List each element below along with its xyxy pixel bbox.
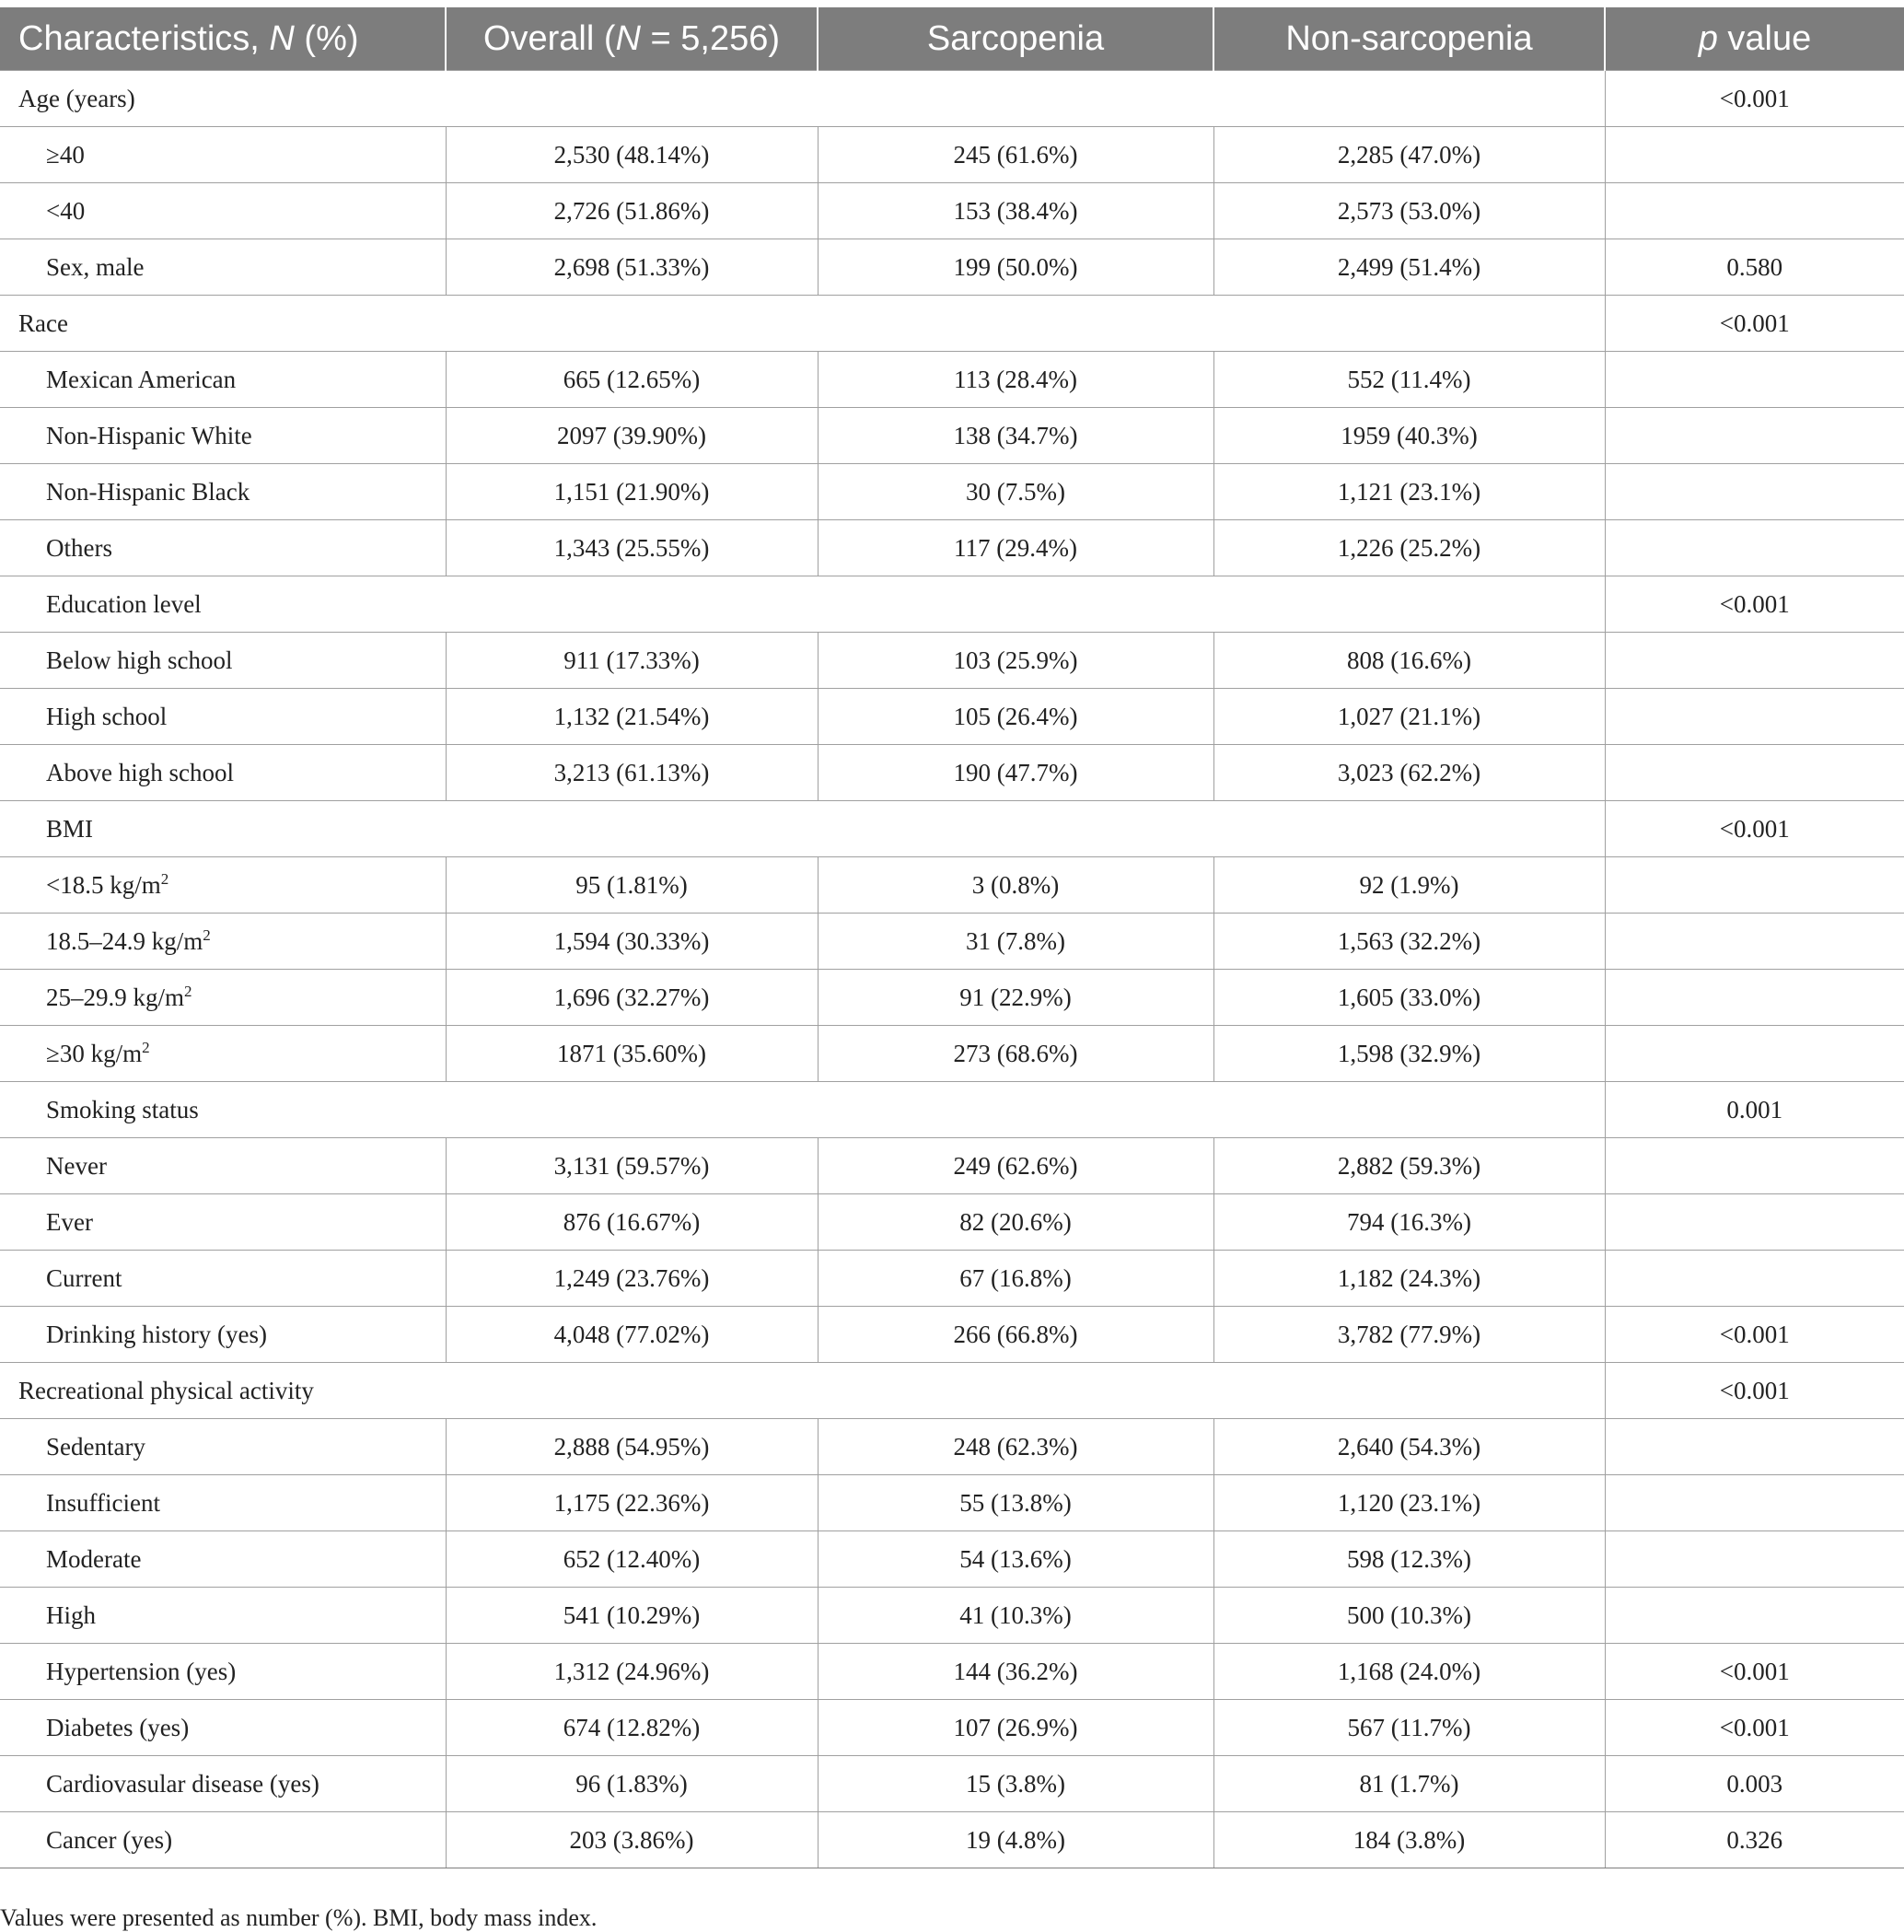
cell-sarcopenia: 19 (4.8%) — [818, 1812, 1213, 1868]
table-row — [0, 914, 1904, 970]
cell-overall: 665 (12.65%) — [446, 352, 818, 408]
cell-overall: 674 (12.82%) — [446, 1700, 818, 1756]
row-label-text: Below high school — [46, 646, 233, 674]
cell-non-sarcopenia: 1,226 (25.2%) — [1213, 520, 1605, 576]
row-label-text: 25–29.9 kg/m — [46, 983, 185, 1011]
row-label-text: Diabetes (yes) — [46, 1713, 190, 1741]
cell-p-value — [1605, 1588, 1904, 1644]
table-body — [0, 71, 1904, 1868]
row-label — [0, 970, 446, 1026]
row-label — [0, 464, 446, 520]
table-container — [0, 7, 1904, 1868]
cell-overall: 1,594 (30.33%) — [446, 914, 818, 970]
cell-p-value — [1605, 1138, 1904, 1194]
row-label-text: Cardiovasular disease (yes) — [46, 1769, 319, 1798]
cell-p-value: <0.001 — [1605, 1307, 1904, 1363]
header-sarcopenia: Sarcopenia — [818, 7, 1213, 71]
cell-p-value — [1605, 1251, 1904, 1307]
cell-p-value — [1605, 1531, 1904, 1588]
cell-p-value — [1605, 633, 1904, 689]
row-label-text: High school — [46, 702, 168, 730]
row-label — [0, 1082, 446, 1138]
cell-p-value — [1605, 1194, 1904, 1251]
cell-non-sarcopenia: 92 (1.9%) — [1213, 857, 1605, 914]
row-label — [0, 1812, 446, 1868]
table-row — [0, 633, 1904, 689]
row-label — [0, 1588, 446, 1644]
cell-sarcopenia: 190 (47.7%) — [818, 745, 1213, 801]
table-row — [0, 1026, 1904, 1082]
row-label — [0, 71, 446, 127]
cell-overall: 96 (1.83%) — [446, 1756, 818, 1812]
cell-overall: 652 (12.40%) — [446, 1531, 818, 1588]
cell-overall: 1,343 (25.55%) — [446, 520, 818, 576]
cell-p-value: <0.001 — [1605, 1644, 1904, 1700]
cell-p-value: 0.326 — [1605, 1812, 1904, 1868]
cell-p-value — [1605, 408, 1904, 464]
cell-non-sarcopenia: 1,168 (24.0%) — [1213, 1644, 1605, 1700]
cell-p-value — [1605, 183, 1904, 239]
cell-non-sarcopenia: 2,882 (59.3%) — [1213, 1138, 1605, 1194]
row-label — [0, 801, 446, 857]
table-row — [0, 352, 1904, 408]
cell-p-value — [1605, 745, 1904, 801]
row-label-text: Sedentary — [46, 1432, 145, 1461]
superscript: 2 — [184, 982, 192, 1000]
row-label-text: Current — [46, 1263, 122, 1292]
row-label — [0, 520, 446, 576]
cell-p-value: <0.001 — [1605, 801, 1904, 857]
cell-p-value: <0.001 — [1605, 576, 1904, 633]
row-label-text: ≥40 — [46, 140, 85, 169]
row-label — [0, 1419, 446, 1475]
row-label — [0, 1363, 446, 1419]
cell-sarcopenia: 117 (29.4%) — [818, 520, 1213, 576]
cell-non-sarcopenia: 1959 (40.3%) — [1213, 408, 1605, 464]
row-label-text: Insufficient — [46, 1488, 160, 1517]
row-label-text: High — [46, 1600, 96, 1629]
cell-p-value: 0.580 — [1605, 239, 1904, 296]
table-row — [0, 1531, 1904, 1588]
table-footnote: Values were presented as number (%). BMI, body mass index. — [0, 1904, 598, 1931]
row-label-text: ≥30 kg/m — [46, 1039, 143, 1067]
cell-non-sarcopenia: 1,182 (24.3%) — [1213, 1251, 1605, 1307]
row-label-text: Mexican American — [46, 365, 237, 393]
row-label — [0, 1307, 446, 1363]
table-row — [0, 520, 1904, 576]
row-label-text: <18.5 kg/m — [46, 870, 161, 899]
cell-non-sarcopenia: 567 (11.7%) — [1213, 1700, 1605, 1756]
group-spacer — [446, 1082, 1605, 1138]
table-row — [0, 1475, 1904, 1531]
table-row — [0, 239, 1904, 296]
table-row — [0, 408, 1904, 464]
cell-overall: 4,048 (77.02%) — [446, 1307, 818, 1363]
row-label-text: 18.5–24.9 kg/m — [46, 926, 203, 955]
row-label-text: Education level — [46, 589, 202, 618]
row-label-text: Recreational physical activity — [18, 1376, 314, 1404]
cell-overall: 2,698 (51.33%) — [446, 239, 818, 296]
cell-non-sarcopenia: 2,573 (53.0%) — [1213, 183, 1605, 239]
group-header-row — [0, 1363, 1904, 1419]
cell-sarcopenia: 55 (13.8%) — [818, 1475, 1213, 1531]
cell-non-sarcopenia: 2,285 (47.0%) — [1213, 127, 1605, 183]
cell-overall: 2,888 (54.95%) — [446, 1419, 818, 1475]
header-overall: Overall (N = 5,256) — [446, 7, 818, 71]
header-p-value: p value — [1605, 7, 1904, 71]
table-row — [0, 1419, 1904, 1475]
cell-sarcopenia: 138 (34.7%) — [818, 408, 1213, 464]
cell-p-value — [1605, 520, 1904, 576]
group-spacer — [446, 576, 1605, 633]
row-label-text: Drinking history (yes) — [46, 1320, 267, 1348]
row-label-text: Moderate — [46, 1544, 142, 1573]
row-label-text: Smoking status — [46, 1095, 199, 1123]
row-label-text: Above high school — [46, 758, 234, 786]
row-label-text: Non-Hispanic White — [46, 421, 252, 449]
header-characteristics: Characteristics, N (%) — [0, 7, 446, 71]
table-row — [0, 970, 1904, 1026]
cell-overall: 2,530 (48.14%) — [446, 127, 818, 183]
cell-non-sarcopenia: 500 (10.3%) — [1213, 1588, 1605, 1644]
cell-sarcopenia: 266 (66.8%) — [818, 1307, 1213, 1363]
row-label — [0, 127, 446, 183]
row-label — [0, 1531, 446, 1588]
cell-overall: 1,151 (21.90%) — [446, 464, 818, 520]
cell-overall: 911 (17.33%) — [446, 633, 818, 689]
cell-p-value — [1605, 689, 1904, 745]
row-label — [0, 408, 446, 464]
table-row — [0, 1307, 1904, 1363]
cell-overall: 1,312 (24.96%) — [446, 1644, 818, 1700]
cell-p-value: <0.001 — [1605, 71, 1904, 127]
characteristics-table — [0, 7, 1904, 1868]
cell-non-sarcopenia: 1,121 (23.1%) — [1213, 464, 1605, 520]
superscript: 2 — [160, 869, 169, 888]
cell-overall: 1871 (35.60%) — [446, 1026, 818, 1082]
superscript: 2 — [203, 925, 211, 944]
cell-non-sarcopenia: 3,782 (77.9%) — [1213, 1307, 1605, 1363]
table-row — [0, 127, 1904, 183]
cell-sarcopenia: 144 (36.2%) — [818, 1644, 1213, 1700]
cell-sarcopenia: 31 (7.8%) — [818, 914, 1213, 970]
table-row — [0, 1194, 1904, 1251]
cell-overall: 876 (16.67%) — [446, 1194, 818, 1251]
cell-p-value: <0.001 — [1605, 1700, 1904, 1756]
group-spacer — [446, 801, 1605, 857]
cell-sarcopenia: 248 (62.3%) — [818, 1419, 1213, 1475]
cell-sarcopenia: 3 (0.8%) — [818, 857, 1213, 914]
row-label — [0, 1251, 446, 1307]
cell-p-value — [1605, 1475, 1904, 1531]
cell-overall: 2097 (39.90%) — [446, 408, 818, 464]
cell-non-sarcopenia: 1,605 (33.0%) — [1213, 970, 1605, 1026]
table-row — [0, 745, 1904, 801]
row-label-text: <40 — [46, 196, 86, 225]
cell-sarcopenia: 91 (22.9%) — [818, 970, 1213, 1026]
cell-non-sarcopenia: 1,120 (23.1%) — [1213, 1475, 1605, 1531]
cell-sarcopenia: 245 (61.6%) — [818, 127, 1213, 183]
row-label — [0, 1644, 446, 1700]
cell-sarcopenia: 113 (28.4%) — [818, 352, 1213, 408]
cell-sarcopenia: 153 (38.4%) — [818, 183, 1213, 239]
row-label — [0, 1026, 446, 1082]
cell-sarcopenia: 54 (13.6%) — [818, 1531, 1213, 1588]
table-row — [0, 689, 1904, 745]
cell-sarcopenia: 82 (20.6%) — [818, 1194, 1213, 1251]
row-label — [0, 239, 446, 296]
cell-p-value — [1605, 857, 1904, 914]
table-row — [0, 1812, 1904, 1868]
row-label — [0, 1700, 446, 1756]
row-label — [0, 1194, 446, 1251]
row-label — [0, 576, 446, 633]
header-non-sarcopenia: Non-sarcopenia — [1213, 7, 1605, 71]
group-spacer — [446, 1363, 1605, 1419]
table-row — [0, 1644, 1904, 1700]
cell-p-value — [1605, 1419, 1904, 1475]
row-label-text: Age (years) — [18, 84, 135, 112]
row-label — [0, 689, 446, 745]
cell-sarcopenia: 199 (50.0%) — [818, 239, 1213, 296]
row-label-text: Sex, male — [46, 252, 145, 281]
group-header-row — [0, 576, 1904, 633]
cell-overall: 1,132 (21.54%) — [446, 689, 818, 745]
cell-overall: 2,726 (51.86%) — [446, 183, 818, 239]
group-spacer — [446, 71, 1605, 127]
table-row — [0, 1138, 1904, 1194]
cell-non-sarcopenia: 1,563 (32.2%) — [1213, 914, 1605, 970]
row-label — [0, 633, 446, 689]
table-row — [0, 1251, 1904, 1307]
table-row — [0, 857, 1904, 914]
row-label — [0, 1475, 446, 1531]
row-label-text: Hypertension (yes) — [46, 1657, 237, 1685]
cell-sarcopenia: 30 (7.5%) — [818, 464, 1213, 520]
row-label-text: Never — [46, 1151, 107, 1180]
row-label-text: Race — [18, 308, 68, 337]
row-label — [0, 745, 446, 801]
row-label — [0, 296, 446, 352]
cell-non-sarcopenia: 3,023 (62.2%) — [1213, 745, 1605, 801]
row-label-text: Ever — [46, 1207, 93, 1236]
cell-sarcopenia: 107 (26.9%) — [818, 1700, 1213, 1756]
cell-overall: 1,696 (32.27%) — [446, 970, 818, 1026]
cell-p-value: 0.003 — [1605, 1756, 1904, 1812]
cell-sarcopenia: 249 (62.6%) — [818, 1138, 1213, 1194]
row-label — [0, 857, 446, 914]
cell-p-value — [1605, 914, 1904, 970]
cell-non-sarcopenia: 81 (1.7%) — [1213, 1756, 1605, 1812]
cell-overall: 1,249 (23.76%) — [446, 1251, 818, 1307]
row-label — [0, 352, 446, 408]
cell-non-sarcopenia: 1,027 (21.1%) — [1213, 689, 1605, 745]
group-header-row — [0, 1082, 1904, 1138]
cell-p-value — [1605, 1026, 1904, 1082]
cell-non-sarcopenia: 808 (16.6%) — [1213, 633, 1605, 689]
cell-sarcopenia: 41 (10.3%) — [818, 1588, 1213, 1644]
table-row — [0, 1588, 1904, 1644]
superscript: 2 — [142, 1038, 150, 1056]
cell-overall: 95 (1.81%) — [446, 857, 818, 914]
cell-p-value — [1605, 970, 1904, 1026]
cell-non-sarcopenia: 1,598 (32.9%) — [1213, 1026, 1605, 1082]
cell-non-sarcopenia: 598 (12.3%) — [1213, 1531, 1605, 1588]
group-spacer — [446, 296, 1605, 352]
table-row — [0, 183, 1904, 239]
cell-non-sarcopenia: 184 (3.8%) — [1213, 1812, 1605, 1868]
cell-overall: 1,175 (22.36%) — [446, 1475, 818, 1531]
cell-sarcopenia: 103 (25.9%) — [818, 633, 1213, 689]
cell-non-sarcopenia: 2,499 (51.4%) — [1213, 239, 1605, 296]
cell-sarcopenia: 67 (16.8%) — [818, 1251, 1213, 1307]
row-label-text: Cancer (yes) — [46, 1825, 173, 1854]
row-label — [0, 183, 446, 239]
cell-overall: 541 (10.29%) — [446, 1588, 818, 1644]
row-label — [0, 1138, 446, 1194]
group-header-row — [0, 71, 1904, 127]
cell-non-sarcopenia: 2,640 (54.3%) — [1213, 1419, 1605, 1475]
cell-p-value: 0.001 — [1605, 1082, 1904, 1138]
row-label — [0, 914, 446, 970]
cell-p-value — [1605, 127, 1904, 183]
table-row — [0, 464, 1904, 520]
row-label — [0, 1756, 446, 1812]
cell-overall: 3,213 (61.13%) — [446, 745, 818, 801]
row-label-text: Non-Hispanic Black — [46, 477, 250, 506]
cell-p-value — [1605, 352, 1904, 408]
cell-overall: 203 (3.86%) — [446, 1812, 818, 1868]
table-row — [0, 1700, 1904, 1756]
cell-non-sarcopenia: 794 (16.3%) — [1213, 1194, 1605, 1251]
header-row — [0, 7, 1904, 71]
cell-sarcopenia: 105 (26.4%) — [818, 689, 1213, 745]
cell-overall: 3,131 (59.57%) — [446, 1138, 818, 1194]
group-header-row — [0, 801, 1904, 857]
cell-p-value: <0.001 — [1605, 296, 1904, 352]
cell-sarcopenia: 15 (3.8%) — [818, 1756, 1213, 1812]
group-header-row — [0, 296, 1904, 352]
row-label-text: BMI — [46, 814, 94, 843]
cell-sarcopenia: 273 (68.6%) — [818, 1026, 1213, 1082]
cell-p-value: <0.001 — [1605, 1363, 1904, 1419]
cell-p-value — [1605, 464, 1904, 520]
table-row — [0, 1756, 1904, 1812]
row-label-text: Others — [46, 533, 112, 562]
cell-non-sarcopenia: 552 (11.4%) — [1213, 352, 1605, 408]
